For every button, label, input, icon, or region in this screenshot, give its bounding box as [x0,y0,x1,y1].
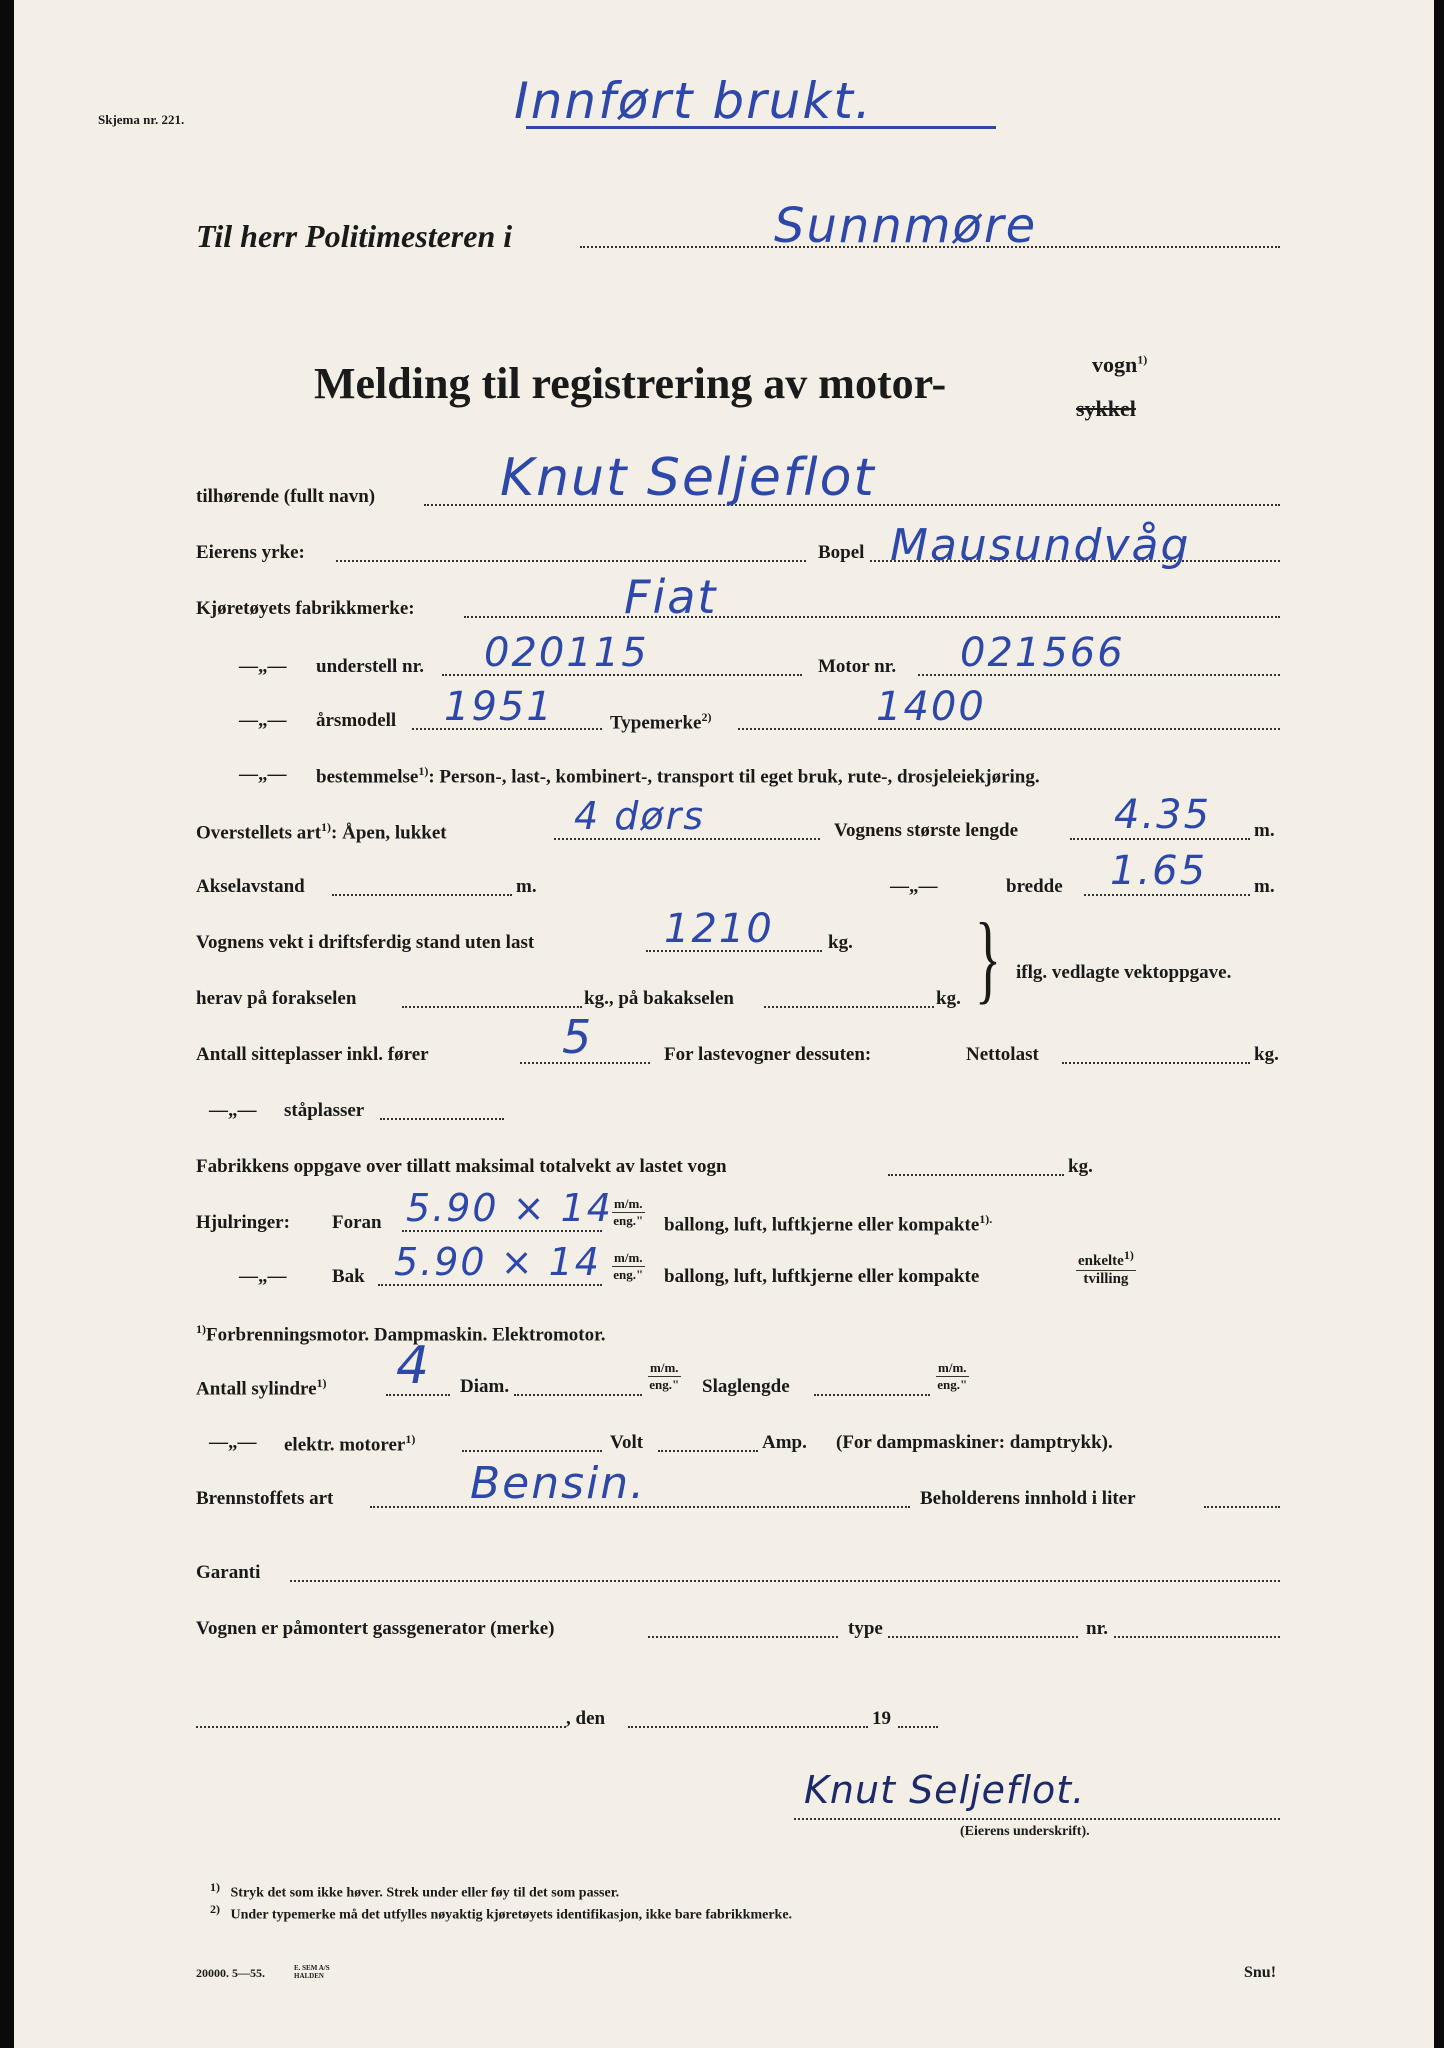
printer-name: E. SEM A/S HALDEN [294,1964,330,1980]
date-line [628,1726,868,1728]
cylinders-label: Antall sylindre$^{1)}$ [196,1376,327,1400]
gasgen-brand-line [648,1636,838,1638]
owner-label: tilhørende (fullt navn) [196,486,376,507]
gasgen-label: Vognen er påmontert gassgenerator (merke) [196,1618,555,1639]
print-code: 20000. 5—55. [196,1966,265,1980]
title-vogn: vogn$^{1)}$ [1092,352,1148,377]
purpose-line: bestemmelse$^{1)}$: Person-, last-, kombinert-, transport til eget bruk, rute-, drosjeleiekjøring. [316,764,1040,788]
body-value: 4 dørs [574,794,706,838]
ditto-mark: —„— [209,1100,257,1121]
occupation-line [336,560,806,562]
tank-line [1204,1506,1280,1508]
weight-value: 1210 [664,906,774,952]
wheelbase-label: Akselavstand [196,876,305,897]
standing-label: ståplasser [284,1100,365,1121]
wheelbase-line [332,894,512,896]
stroke-label: Slaglengde [702,1376,790,1397]
place-line [196,1726,566,1728]
maxweight-label: Fabrikkens oppgave over tillatt maksimal totalvekt av lastet vogn [196,1156,727,1177]
front-axle-line [402,1006,582,1008]
wheelbase-unit: m. [516,876,537,897]
seats-value: 5 [562,1010,594,1064]
occupation-label: Eierens yrke: [196,542,305,563]
stroke-unit-fraction: m/m. eng." [937,1360,968,1392]
year-suffix-line [898,1726,938,1728]
weight-label: Vognens vekt i driftsferdig stand uten last [196,932,535,953]
year-value: 1951 [444,684,554,730]
emotor-line [462,1450,602,1452]
fuel-value: Bensin. [470,1458,647,1509]
ditto-mark: —„— [239,710,287,731]
standing-line [380,1118,504,1120]
weight-unit: kg. [828,932,853,953]
form-title: Melding til registrering av motor- [314,359,947,408]
date-year: 19 [872,1708,891,1729]
front-unit-fraction: m/m. eng." [613,1196,644,1228]
diam-line [514,1394,642,1396]
lorry-label: For lastevogner dessuten: [664,1044,872,1065]
guarantee-line [290,1580,1280,1582]
netload-label: Nettolast [966,1044,1039,1065]
maxweight-unit: kg. [1068,1156,1093,1177]
engine-value: 021566 [960,630,1125,676]
ditto-mark: —„— [239,764,287,785]
year-label: årsmodell [316,710,397,731]
width-line [1084,894,1250,896]
guarantee-label: Garanti [196,1562,261,1583]
tyre-options-front: ballong, luft, luftkjerne eller kompakte$^{1).}$ [664,1212,993,1236]
length-unit: m. [1254,820,1275,841]
handwritten-note-registered: Innført brukt. [514,72,873,130]
motor-types: $^{1)}$Forbrenningsmotor. Dampmaskin. Elektromotor. [196,1322,606,1346]
residence-value: Mausundvåg [890,520,1191,571]
brace: } [974,902,1002,1013]
title-sykkel-struck: sykkel [1076,396,1136,421]
front-value: 5.90 × 14 [406,1186,613,1230]
rear-axle-unit: kg. [936,988,961,1009]
form-number: Skjema nr. 221. [98,112,185,127]
ditto-mark: —„— [209,1432,257,1453]
gasgen-nr-label: nr. [1086,1618,1109,1639]
maxweight-line [888,1174,1064,1176]
diam-unit-fraction: m/m. eng." [649,1360,680,1392]
cylinders-value: 4 [396,1336,432,1396]
gasgen-nr-line [1114,1636,1280,1638]
seats-label: Antall sitteplasser inkl. fører [196,1044,429,1065]
turn-over-note: Snu! [1244,1964,1277,1981]
rear-line [378,1284,602,1286]
type-line [738,728,1280,730]
rear-value: 5.90 × 14 [394,1240,601,1284]
footnote-1: 1) Stryk det som ikke høver. Strek under eller føy til det som passer. [210,1880,620,1901]
rear-axle-label: kg., på bakakselen [584,988,734,1009]
volt-label: Volt [610,1432,644,1453]
fuel-label: Brennstoffets art [196,1488,334,1509]
signature-line [794,1818,1280,1820]
emotor-label: elektr. motorer$^{1)}$ [284,1432,416,1456]
engine-label: Motor nr. [818,656,897,677]
rear-unit-fraction: m/m. eng." [613,1250,644,1282]
width-label: bredde [1006,876,1063,897]
length-line [1070,838,1250,840]
body-label: Overstellets art$^{1)}$: Åpen, lukket [196,820,447,844]
ditto-mark: —„— [239,656,287,677]
netload-unit: kg. [1254,1044,1279,1065]
make-label: Kjøretøyets fabrikkmerke: [196,598,415,619]
netload-line [1062,1062,1250,1064]
gasgen-type-line [888,1636,1078,1638]
registration-form [14,0,1434,2048]
ditto-mark: —„— [239,1266,287,1287]
rear-label: Bak [332,1266,365,1287]
rear-axle-line [764,1006,934,1008]
type-value: 1400 [876,684,986,730]
length-value: 4.35 [1114,792,1212,838]
footnote-2: 2) Under typemerke må det utfylles nøyaktig kjøretøyets identifikasjon, ikke bare fabrikkmerke. [210,1902,793,1923]
stroke-line [814,1394,930,1396]
single-twin-fraction: enkelte$^{1)}$ tvilling [1078,1248,1134,1287]
gasgen-type-label: type [848,1618,883,1639]
tank-label: Beholderens innhold i liter [920,1488,1136,1509]
make-line [464,616,1280,618]
length-label: Vognens største lengde [834,820,1019,841]
addressee-value: Sunnmøre [774,198,1038,254]
tyre-options-rear: ballong, luft, luftkjerne eller kompakte [664,1266,980,1287]
ditto-mark: —„— [890,876,938,897]
signature-caption: (Eierens underskrift). [960,1824,1090,1839]
wheels-label: Hjulringer: [196,1212,290,1233]
front-line [402,1230,602,1232]
front-axle-label: herav på forakselen [196,988,357,1009]
width-value: 1.65 [1110,848,1208,894]
volt-line [658,1450,758,1452]
owner-value: Knut Seljeflot [500,448,876,508]
amp-label: Amp. [762,1432,807,1453]
make-value: Fiat [624,570,718,624]
diam-label: Diam. [460,1376,510,1397]
front-label: Foran [332,1212,382,1233]
weight-note: iflg. vedlagte vektoppgave. [1016,962,1232,983]
addressee-label: Til herr Politimesteren i [196,218,513,254]
handwritten-underline [526,126,996,129]
body-line [554,838,820,840]
chassis-label: understell nr. [316,656,425,677]
owner-signature: Knut Seljeflot. [804,1768,1086,1812]
chassis-value: 020115 [484,630,649,676]
type-label: Typemerke$^{2)}$ [610,710,712,734]
date-den: , den [566,1708,606,1729]
steam-label: (For dampmaskiner: damptrykk). [836,1432,1113,1453]
residence-label: Bopel [818,542,865,563]
width-unit: m. [1254,876,1275,897]
